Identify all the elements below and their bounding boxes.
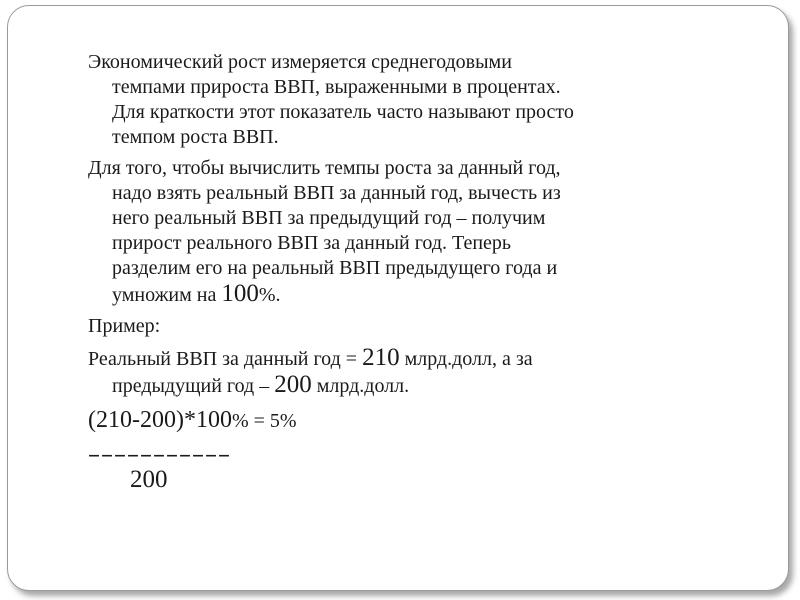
text-fragment: млрд.долл. — [311, 375, 410, 397]
text-line — [88, 372, 728, 399]
number-value: 100 — [221, 280, 259, 307]
text-line: темпом роста ВВП. — [112, 126, 279, 148]
formula-result: % = 5% — [231, 410, 297, 432]
formula-expression: (210-200)*100 — [88, 407, 232, 433]
fraction-bar: ––––––––––– — [88, 440, 231, 468]
paragraph-definition — [88, 50, 728, 150]
text-fragment: млрд.долл, а за — [399, 348, 533, 370]
text-line: него реальный ВВП за предыдущий год – получим — [112, 207, 546, 229]
text-line — [88, 281, 728, 308]
formula-numerator — [88, 405, 728, 436]
text-line: надо взять реальный ВВП за данный год, вычесть из — [112, 182, 561, 204]
text-fragment: умножим на — [112, 284, 222, 306]
text-fragment: %. — [258, 284, 281, 306]
text-line — [88, 345, 728, 372]
text-line: Для того, чтобы вычислить темпы роста за данный год, — [88, 157, 561, 179]
text-fragment: Реальный ВВП за данный год = — [88, 348, 363, 370]
text-line: Пример: — [88, 315, 161, 337]
slide-content — [88, 50, 728, 494]
number-value: 200 — [274, 371, 312, 398]
formula-denominator: 200 — [130, 466, 168, 493]
number-value: 210 — [362, 344, 400, 371]
text-line: прирост реального ВВП за данный год. Теперь — [112, 232, 512, 254]
text-fragment: предыдущий год – — [112, 375, 275, 397]
paragraph-method — [88, 156, 728, 308]
paragraph-example — [88, 345, 728, 399]
text-line: Для краткости этот показатель часто называют просто — [112, 101, 574, 123]
text-line: Экономический рост измеряется среднегодовыми — [88, 51, 512, 73]
text-line: темпами прироста ВВП, выраженными в процентах. — [112, 76, 561, 98]
text-line: разделим его на реальный ВВП предыдущего года и — [112, 257, 558, 279]
paragraph-example-label — [88, 314, 728, 339]
